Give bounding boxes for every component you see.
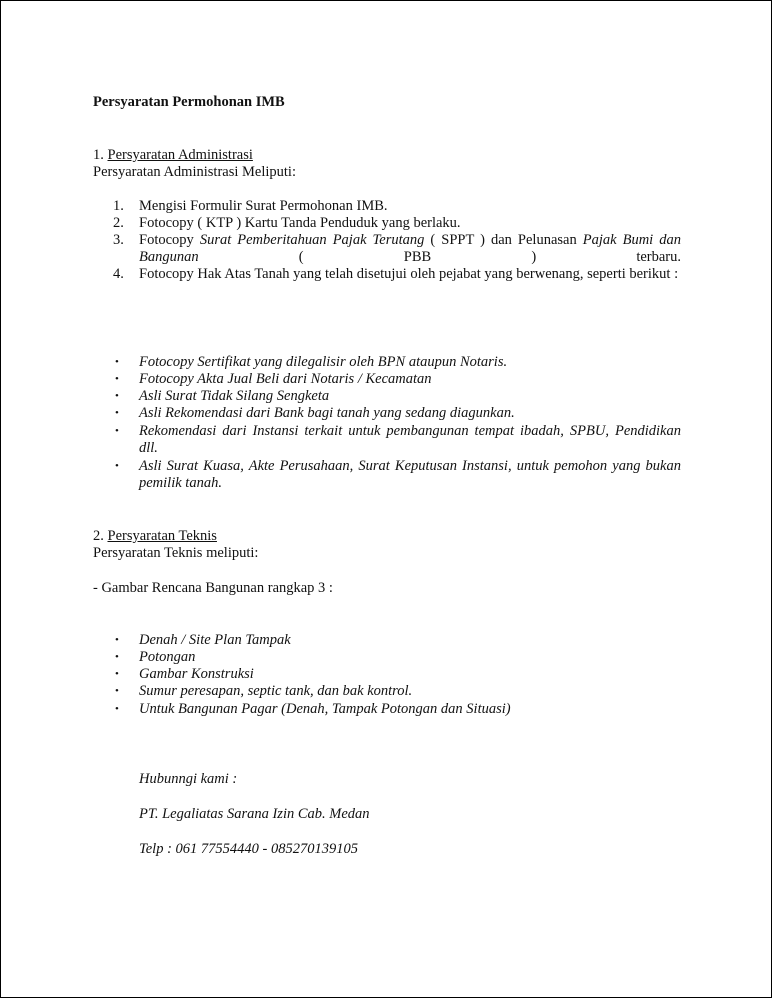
numbered-item-text [139,232,681,266]
bullet-item-text: Rekomendasi dari Instansi terkait untuk pembangunan tempat ibadah, SPBU, Pendidikan dll. [139,423,681,456]
numbered-item-number: 3. [113,232,124,248]
contact-label: Hubunngi kami : [139,771,238,787]
bullet-item-text: Untuk Bangunan Pagar (Denah, Tampak Potongan dan Situasi) [139,701,511,717]
section-2-heading [93,528,217,545]
numbered-item-number: 2. [113,215,124,231]
bullet-item-text: Asli Rekomendasi dari Bank bagi tanah yang sedang diagunkan. [139,405,515,421]
bullet-item-text: Denah / Site Plan Tampak [139,632,291,648]
document-title: Persyaratan Permohonan IMB [93,94,285,110]
section-2-title: Persyaratan Teknis [107,528,217,544]
bullet-icon: • [115,407,119,419]
bullet-icon: • [115,634,119,646]
numbered-item-text: Fotocopy ( KTP ) Kartu Tanda Penduduk yang berlaku. [139,215,461,231]
contact-phone: Telp : 061 77554440 - 085270139105 [139,841,358,857]
bullet-icon: • [115,390,119,402]
bullet-icon: • [115,651,119,663]
bullet-item-text: Fotocopy Akta Jual Beli dari Notaris / Kecamatan [139,371,432,387]
item-text-part: Fotocopy [139,232,200,248]
bullet-item-text: Asli Surat Kuasa, Akte Perusahaan, Surat Keputusan Instansi, untuk pemohon yang bukan pemilik tanah. [139,458,681,491]
bullet-item-text: Sumur peresapan, septic tank, dan bak kontrol. [139,683,413,699]
section-1-title: Persyaratan Administrasi [107,147,253,163]
bullet-icon: • [115,373,119,385]
bullet-item-text: Gambar Konstruksi [139,666,254,682]
bullet-icon: • [115,356,119,368]
item-text-italic: Surat Pemberitahuan Pajak Terutang [199,232,425,248]
item-text-part: ( PBB ) terbaru. [198,249,681,265]
contact-company: PT. Legaliatas Sarana Izin Cab. Medan [139,806,370,822]
bullet-item-text: Fotocopy Sertifikat yang dilegalisir oleh BPN ataupun Notaris. [139,354,508,370]
section-1-number: 1. [93,147,104,163]
item-text-italic: Pajak Bumi dan Bangunan [139,232,681,265]
bullet-icon: • [115,703,119,715]
section-1-intro: Persyaratan Administrasi Meliputi: [93,164,296,180]
bullet-icon: • [115,460,119,472]
bullet-item-text: Asli Surat Tidak Silang Sengketa [139,388,330,404]
section-1-heading [93,147,253,164]
numbered-item-number: 1. [113,198,124,214]
section-2-intro: Persyaratan Teknis meliputi: [93,545,259,561]
bullet-icon: • [115,425,119,437]
bullet-item-text: Potongan [139,649,196,665]
section-2-number: 2. [93,528,104,544]
numbered-item-text: Fotocopy Hak Atas Tanah yang telah disetujui oleh pejabat yang berwenang, seperti berikut : [139,266,679,282]
item-text-part: ( SPPT ) dan Pelunasan [424,232,583,248]
bullet-icon: • [115,668,119,680]
section-2-sub: - Gambar Rencana Bangunan rangkap 3 : [93,580,333,596]
numbered-item-number: 4. [113,266,124,282]
numbered-item-text: Mengisi Formulir Surat Permohonan IMB. [139,198,388,214]
bullet-icon: • [115,685,119,697]
